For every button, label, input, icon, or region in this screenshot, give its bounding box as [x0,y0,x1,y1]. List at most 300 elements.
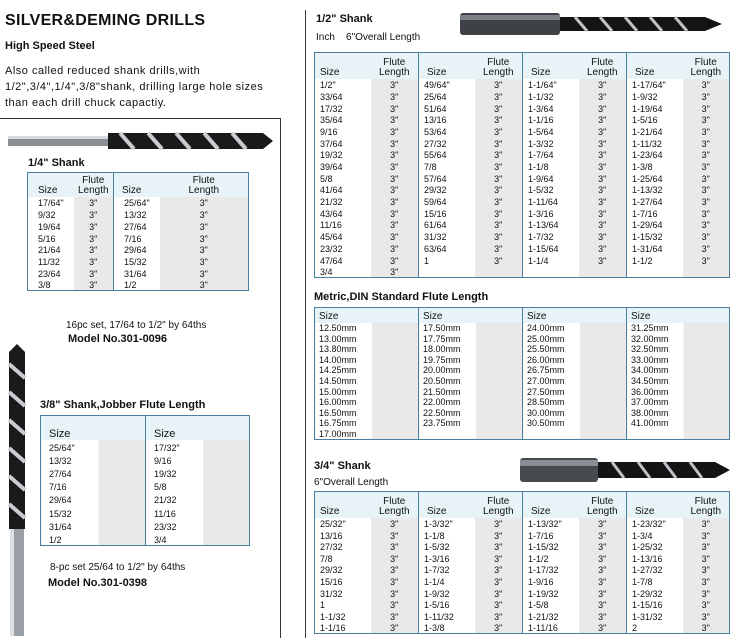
table-cell: 27/64 [114,220,160,232]
table-row [28,232,249,244]
table-cell: 3" [475,172,523,184]
table-cell: 3" [160,197,249,209]
table-cell: 3" [371,184,419,196]
table-row [315,541,730,553]
table-cell: 41.00mm [627,418,730,429]
table-cell: 43/64 [315,207,371,219]
table-cell: 23/32 [146,519,250,532]
table-cell: 51/64 [419,102,475,114]
table-cell: 3" [371,587,419,599]
table-cell: 1-21/32 [523,610,579,622]
table-cell: 31/64 [114,267,160,279]
col-size: Size [523,492,579,518]
table-cell: 3" [683,610,730,622]
table-cell: 9/16 [315,125,371,137]
table-cell: 3" [683,230,730,242]
table-cell: 3" [475,518,523,530]
table-row [315,354,730,365]
table-cell: 3" [74,232,114,244]
table-cell: 3" [475,242,523,254]
table-cell: 5/8 [146,479,250,492]
table-cell: 31/32 [419,230,475,242]
table-cell: 3" [683,254,730,266]
table-cell: 3" [475,102,523,114]
table-cell: 25/64" [41,440,146,453]
table-cell: 15/32 [114,255,160,267]
table-cell: 22.50mm [419,407,523,418]
table-cell: 3" [371,622,419,634]
table-cell: 1-15/32 [523,541,579,553]
table-cell: 3" [371,575,419,587]
table-cell: 12.50mm [315,323,419,334]
drill-bit-image-threequarter [520,452,730,488]
table-row [28,279,249,291]
table-cell: 1-9/32 [419,587,475,599]
table-cell [627,266,683,278]
table-row [315,344,730,355]
table-cell: 19/32 [146,466,250,479]
table-cell: 1-7/32 [523,230,579,242]
table-row [28,267,249,279]
table-cell: 3" [475,587,523,599]
table-row [315,587,730,599]
table-cell: 1-15/32 [627,230,683,242]
table-cell: 3" [683,172,730,184]
table-cell: 29/64 [41,492,146,505]
col-size: Size [28,173,74,197]
table-cell: 31/64 [41,519,146,532]
table-cell: 3" [371,125,419,137]
table-cell: 1-7/64 [523,149,579,161]
table-row [315,529,730,541]
table-cell: 3" [579,610,627,622]
table-cell: 55/64 [419,149,475,161]
table-cell: 27/32 [315,541,371,553]
table-cell: 19/64 [28,220,74,232]
col-flute-length: Flute Length [160,173,249,197]
table-cell: 3" [74,267,114,279]
table-cell: 3" [683,149,730,161]
table-cell: 11/16 [146,505,250,518]
table-cell: 2 [627,622,683,634]
table-cell: 1-1/32 [523,90,579,102]
table-cell: 1-19/64 [627,102,683,114]
table-cell: 3" [371,254,419,266]
col-size: Size [523,308,627,323]
table-cell: 1-7/16 [627,207,683,219]
table-cell: 3" [371,266,419,278]
table-cell [523,428,627,439]
table-cell: 1-11/16 [523,622,579,634]
table-row [315,386,730,397]
table-row [315,599,730,611]
col-flute-length: Flute Length [371,492,419,518]
table-cell: 1-1/2 [523,552,579,564]
table-cell: 3" [475,114,523,126]
table-cell: 3" [371,90,419,102]
table-cell: 11/32 [28,255,74,267]
table-cell: 3" [475,552,523,564]
table-row [315,172,730,184]
table-cell: 17.75mm [419,333,523,344]
table-cell: 3" [475,230,523,242]
threequarter-shank-heading: 3/4" Shank [314,460,371,472]
table-row [315,375,730,386]
table-cell: 29/32 [419,184,475,196]
table-cell: 3" [371,172,419,184]
table-cell: 25/64" [114,197,160,209]
table-cell: 3" [683,137,730,149]
table-cell: 23/32 [315,242,371,254]
table-row [315,160,730,172]
table-cell: 3" [579,518,627,530]
table-cell: 18.00mm [419,344,523,355]
table-cell: 53/64 [419,125,475,137]
table-cell: 13/32 [41,453,146,466]
table-cell [627,428,730,439]
table-cell: 16.75mm [315,418,419,429]
table-cell [419,428,523,439]
table-cell: 24.00mm [523,323,627,334]
table-cell: 1-3/64 [523,102,579,114]
table-cell: 3" [475,575,523,587]
table-cell: 3" [371,552,419,564]
table-cell: 23.75mm [419,418,523,429]
table-cell: 3" [371,518,419,530]
table-cell: 3" [371,541,419,553]
table-cell: 30.00mm [523,407,627,418]
table-cell: 1-7/8 [627,575,683,587]
table-cell: 3" [371,137,419,149]
table-cell: 3" [579,172,627,184]
table-cell: 31/32 [315,587,371,599]
table-cell: 1-13/64 [523,219,579,231]
table-cell: 3" [74,197,114,209]
table-cell: 3" [371,564,419,576]
table-cell: 34.50mm [627,375,730,386]
table-cell: 1-31/64 [627,242,683,254]
threeeighths-shank-heading: 3/8" Shank,Jobber Flute Length [40,399,206,411]
table-cell: 3" [683,160,730,172]
table-cell: 3" [579,219,627,231]
table-cell: 3" [475,125,523,137]
table-cell: 11/16 [315,219,371,231]
table-cell: 3" [579,564,627,576]
col-size: Size [627,53,683,79]
table-cell [419,266,475,278]
table-cell: 1-25/32 [627,541,683,553]
table-cell: 21.50mm [419,386,523,397]
table-cell: 3" [160,208,249,220]
table-cell: 21/64 [28,244,74,256]
table-cell: 59/64 [419,195,475,207]
table-cell: 33.00mm [627,354,730,365]
table-cell: 30.50mm [523,418,627,429]
table-row [315,79,730,91]
table-cell: 3" [579,195,627,207]
table-cell: 3" [371,207,419,219]
table-cell: 1-7/32 [419,564,475,576]
table-row [315,575,730,587]
table-cell: 3" [74,244,114,256]
table-cell: 1-1/64" [523,79,579,91]
table-cell: 19/32 [315,149,371,161]
table-cell: 3" [74,208,114,220]
col-size: Size [627,492,683,518]
table-cell: 3" [475,599,523,611]
table-row [28,244,249,256]
table-cell: 3" [475,541,523,553]
table-cell: 1-1/16 [523,114,579,126]
table-cell: 3" [475,160,523,172]
table-cell: 3" [683,599,730,611]
table-cell: 13/16 [315,529,371,541]
table-cell: 1-27/64 [627,195,683,207]
table-cell: 3" [160,244,249,256]
table-cell: 47/64 [315,254,371,266]
table-cell: 3" [579,90,627,102]
table-cell: 3" [683,541,730,553]
table-cell: 20.00mm [419,365,523,376]
table-cell: 1-5/64 [523,125,579,137]
table-cell: 1-1/4 [419,575,475,587]
col-size: Size [627,308,730,323]
table-cell: 38.00mm [627,407,730,418]
table-cell: 1-9/16 [523,575,579,587]
table-cell: 1-5/32 [523,184,579,196]
table-cell: 1/2 [41,532,146,545]
table-row [315,622,730,634]
table-cell: 21/32 [146,492,250,505]
table-cell: 3" [371,529,419,541]
table-cell: 3/4 [315,266,371,278]
table-cell: 3" [683,552,730,564]
table-cell: 3" [579,207,627,219]
table-cell: 1-11/64 [523,195,579,207]
table-cell: 17/32 [315,102,371,114]
table-cell: 3" [371,102,419,114]
table-cell: 3" [683,79,730,91]
threeeighths-shank-table [40,415,250,546]
table-cell: 34.00mm [627,365,730,376]
table-cell: 1-27/32 [627,564,683,576]
col-size: Size [315,53,371,79]
table-cell: 3" [371,114,419,126]
table-cell: 49/64" [419,79,475,91]
table-cell: 1-13/32" [523,518,579,530]
table-cell: 1-3/4 [627,529,683,541]
half-shank-table [314,52,730,278]
table-row [315,230,730,242]
table-cell: 41/64 [315,184,371,196]
col-flute-length: Flute Length [475,492,523,518]
table-cell: 9/32 [28,208,74,220]
table-cell: 1-3/32" [419,518,475,530]
half-shank-heading: 1/2" Shank [316,13,373,25]
table-row [315,418,730,429]
table-cell: 3" [160,255,249,267]
table-cell: 61/64 [419,219,475,231]
table-row [41,453,250,466]
table-cell: 27/32 [419,137,475,149]
table-cell: 3" [579,102,627,114]
col-flute-length: Flute Length [683,53,730,79]
table-cell: 17/64" [28,197,74,209]
table-cell: 3" [74,255,114,267]
table-row [315,323,730,334]
table-cell: 5/16 [28,232,74,244]
table-cell: 3" [160,232,249,244]
table-cell: 3" [683,90,730,102]
table-cell: 3" [579,552,627,564]
table-cell: 17.50mm [419,323,523,334]
table-row [315,242,730,254]
half-shank-subheading: Inch 6"Overall Length [316,32,421,43]
table-cell: 3" [683,587,730,599]
table-cell: 1-1/4 [523,254,579,266]
table-cell: 1-9/64 [523,172,579,184]
table-cell: 3" [74,279,114,291]
table-cell: 28.50mm [523,397,627,408]
left-box-top [0,118,280,119]
table-cell: 45/64 [315,230,371,242]
table-cell: 1-1/8 [523,160,579,172]
table-row [41,479,250,492]
table-row [28,208,249,220]
table-row [41,466,250,479]
table-cell: 1-19/32 [523,587,579,599]
table-row [315,518,730,530]
table-cell: 14.25mm [315,365,419,376]
col-size: Size [41,416,146,440]
table-row [315,114,730,126]
table-cell: 3" [683,564,730,576]
left-box-right [280,118,281,638]
table-cell: 3" [579,125,627,137]
table-cell: 13.00mm [315,333,419,344]
table-cell: 13/16 [419,114,475,126]
table-cell: 21/32 [315,195,371,207]
threequarter-shank-table [314,491,730,634]
table-cell: 3" [683,195,730,207]
col-size: Size [419,492,475,518]
table-cell [475,266,523,278]
table-cell: 3" [683,114,730,126]
col-size: Size [523,53,579,79]
table-cell: 3" [475,184,523,196]
threeeighths-model-number: Model No.301-0398 [48,577,148,589]
col-flute-length: Flute Length [74,173,114,197]
table-cell: 3" [683,518,730,530]
metric-heading: Metric,DIN Standard Flute Length [314,291,489,303]
table-cell: 25.50mm [523,344,627,355]
table-cell: 3" [579,242,627,254]
table-cell: 15/16 [315,575,371,587]
table-cell: 9/16 [146,453,250,466]
table-cell: 3" [475,90,523,102]
table-cell: 14.50mm [315,375,419,386]
table-cell: 3" [475,254,523,266]
table-cell: 29/64 [114,244,160,256]
table-cell: 39/64 [315,160,371,172]
table-cell: 1-11/32 [627,137,683,149]
table-row [315,365,730,376]
table-cell: 3" [683,102,730,114]
table-cell: 3/4 [146,532,250,545]
table-cell: 7/16 [41,479,146,492]
page-title: SILVER&DEMING DRILLS [5,12,206,29]
table-cell: 1/2" [315,79,371,91]
table-cell: 3" [683,575,730,587]
table-row [315,428,730,439]
table-cell: 1-13/32 [627,184,683,196]
table-cell: 25/64 [419,90,475,102]
quarter-shank-heading: 1/4" Shank [28,157,85,169]
table-cell: 3" [579,575,627,587]
table-cell: 3" [475,622,523,634]
table-cell: 1-3/32 [523,137,579,149]
table-cell: 3" [160,220,249,232]
table-cell: 3" [475,195,523,207]
quarter-shank-table [27,172,249,291]
table-cell: 3" [683,622,730,634]
table-cell: 3" [371,79,419,91]
table-cell: 33/64 [315,90,371,102]
table-cell: 57/64 [419,172,475,184]
table-cell: 3" [160,279,249,291]
table-cell: 19.75mm [419,354,523,365]
table-cell: 3" [371,160,419,172]
table-cell: 3" [579,254,627,266]
table-cell: 3" [683,207,730,219]
table-cell: 1-3/8 [627,160,683,172]
table-cell: 1-3/16 [419,552,475,564]
table-cell: 3" [579,149,627,161]
table-cell [523,266,579,278]
table-cell: 26.75mm [523,365,627,376]
table-cell: 16.00mm [315,397,419,408]
table-cell: 1-5/32 [419,541,475,553]
table-cell: 23/64 [28,267,74,279]
table-cell: 1-17/32 [523,564,579,576]
table-cell: 27/64 [41,466,146,479]
table-cell: 13.80mm [315,344,419,355]
table-row [315,397,730,408]
table-cell: 20.50mm [419,375,523,386]
table-row [41,532,250,545]
table-cell: 1-25/64 [627,172,683,184]
table-cell: 3" [371,149,419,161]
table-cell: 27.00mm [523,375,627,386]
threeeighths-set-note: 8-pc set 25/64 to 1/2" by 64ths [50,562,186,573]
table-cell: 32.00mm [627,333,730,344]
table-cell: 1-3/8 [419,622,475,634]
table-cell: 3" [475,219,523,231]
table-cell: 3" [475,137,523,149]
table-cell: 3" [579,79,627,91]
table-row [315,564,730,576]
table-cell: 37.00mm [627,397,730,408]
table-cell: 1/2 [114,279,160,291]
table-cell: 36.00mm [627,386,730,397]
table-cell: 15/32 [41,505,146,518]
table-cell: 1 [419,254,475,266]
table-row [28,220,249,232]
table-cell: 17.00mm [315,428,419,439]
table-cell: 3" [371,599,419,611]
table-cell: 3" [579,137,627,149]
table-cell: 3" [371,230,419,242]
